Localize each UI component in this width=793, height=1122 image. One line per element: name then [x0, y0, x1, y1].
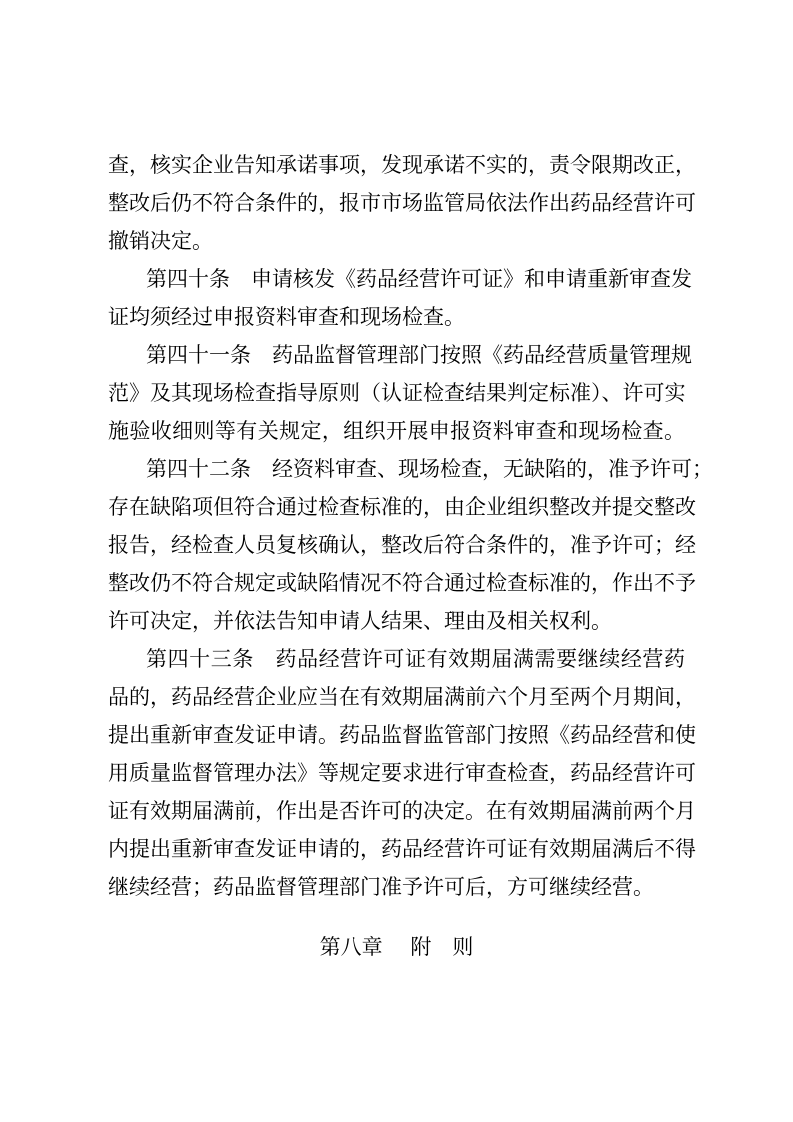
chapter-heading: 第八章 附 则: [319, 935, 474, 959]
text-line: 撤销决定。: [108, 229, 213, 253]
text-line: 存在缺陷项但符合通过检查标准的，由企业组织整改并提交整改: [108, 495, 696, 519]
text-line: 整改仍不符合规定或缺陷情况不符合通过检查标准的，作出不予: [108, 571, 696, 595]
text-line: 内提出重新审查发证申请的，药品经营许可证有效期届满后不得: [108, 837, 696, 861]
text-line: 施验收细则等有关规定，组织开展申报资料审查和现场检查。: [108, 419, 685, 443]
text-line: 许可决定，并依法告知申请人结果、理由及相关权利。: [108, 609, 612, 633]
text-line: 证有效期届满前，作出是否许可的决定。在有效期届满前两个月: [108, 799, 696, 823]
text-line: 报告，经检查人员复核确认，整改后符合条件的，准予许可；经: [108, 533, 696, 557]
article-42-line: 第四十二条 经资料审查、现场检查，无缺陷的，准予许可；: [146, 457, 713, 481]
text-line: 继续经营；药品监督管理部门准予许可后，方可继续经营。: [108, 875, 654, 899]
article-41-line: 第四十一条 药品监督管理部门按照《药品经营质量管理规: [146, 343, 692, 367]
text-line: 提出重新审查发证申请。药品监督监管部门按照《药品经营和使: [108, 723, 696, 747]
text-line: 范》及其现场检查指导原则（认证检查结果判定标准）、许可实: [108, 381, 686, 405]
text-line: 用质量监督管理办法》等规定要求进行审查检查，药品经营许可: [108, 761, 696, 785]
article-40-line: 第四十条 申请核发《药品经营许可证》和申请重新审查发: [146, 267, 692, 291]
text-line: 品的，药品经营企业应当在有效期届满前六个月至两个月期间，: [108, 685, 696, 709]
text-line: 证均须经过申报资料审查和现场检查。: [108, 305, 465, 329]
text-line: 查，核实企业告知承诺事项，发现承诺不实的，责令限期改正，: [108, 153, 696, 177]
article-43-line: 第四十三条 药品经营许可证有效期届满需要继续经营药: [146, 647, 685, 671]
text-line: 整改后仍不符合条件的，报市市场监管局依法作出药品经营许可: [108, 191, 696, 215]
